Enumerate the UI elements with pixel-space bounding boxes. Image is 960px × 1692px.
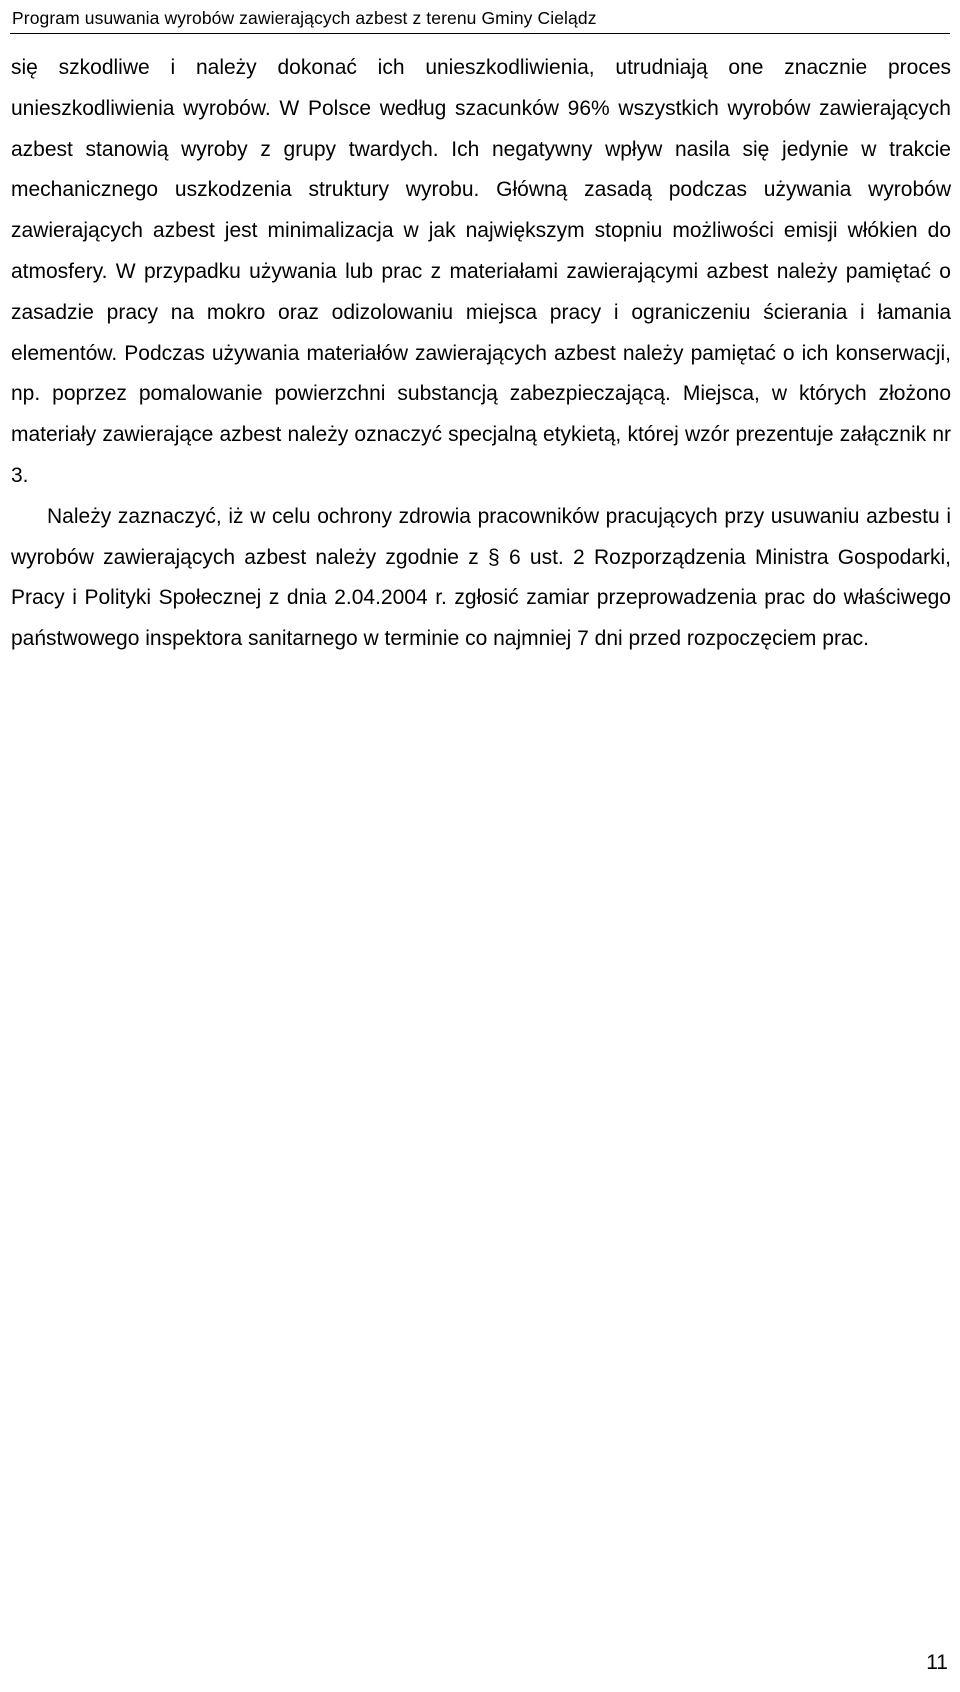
header-rule	[10, 33, 950, 34]
body-text	[11, 48, 951, 660]
paragraph-notification-requirement: Należy zaznaczyć, iż w celu ochrony zdrowia pracowników pracujących przy usuwaniu azbestu i wyrobów zawierających azbest należy zgodnie z § 6 ust. 2 Rozporządzenia Ministra Gospodarki, Pracy i Polityki Społecznej z dnia 2.04.2004 r. zgłosić zamiar przeprowadzenia prac do właściwego państwowego inspektora sanitarnego w terminie co najmniej 7 dni przed rozpoczęciem prac.	[11, 504, 951, 651]
paragraph-continuation: się szkodliwe i należy dokonać ich unieszkodliwienia, utrudniają one znacznie proces unieszkodliwienia wyrobów. W Polsce według szacunków 96% wszystkich wyrobów zawierających azbest stanowią wyroby z grupy twardych. Ich negatywny wpływ nasila się jedynie w trakcie mechanicznego uszkodzenia struktury wyrobu. Główną zasadą podczas używania wyrobów zawierających azbest jest minimalizacja w jak największym stopniu możliwości emisji włókien do atmosfery. W przypadku używania lub prac z materiałami zawierającymi azbest należy pamiętać o zasadzie pracy na mokro oraz odizolowaniu miejsca pracy i ograniczeniu ścierania i łamania elementów. Podczas używania materiałów zawierających azbest należy pamiętać o ich konserwacji, np. poprzez pomalowanie powierzchni substancją zabezpieczającą. Miejsca, w których złożono materiały zawierające azbest należy oznaczyć specjalną etykietą, której wzór prezentuje załącznik nr 3.	[11, 56, 951, 487]
page-number: 11	[926, 1651, 948, 1674]
running-header: Program usuwania wyrobów zawierających azbest z terenu Gminy Cielądz	[12, 8, 597, 28]
